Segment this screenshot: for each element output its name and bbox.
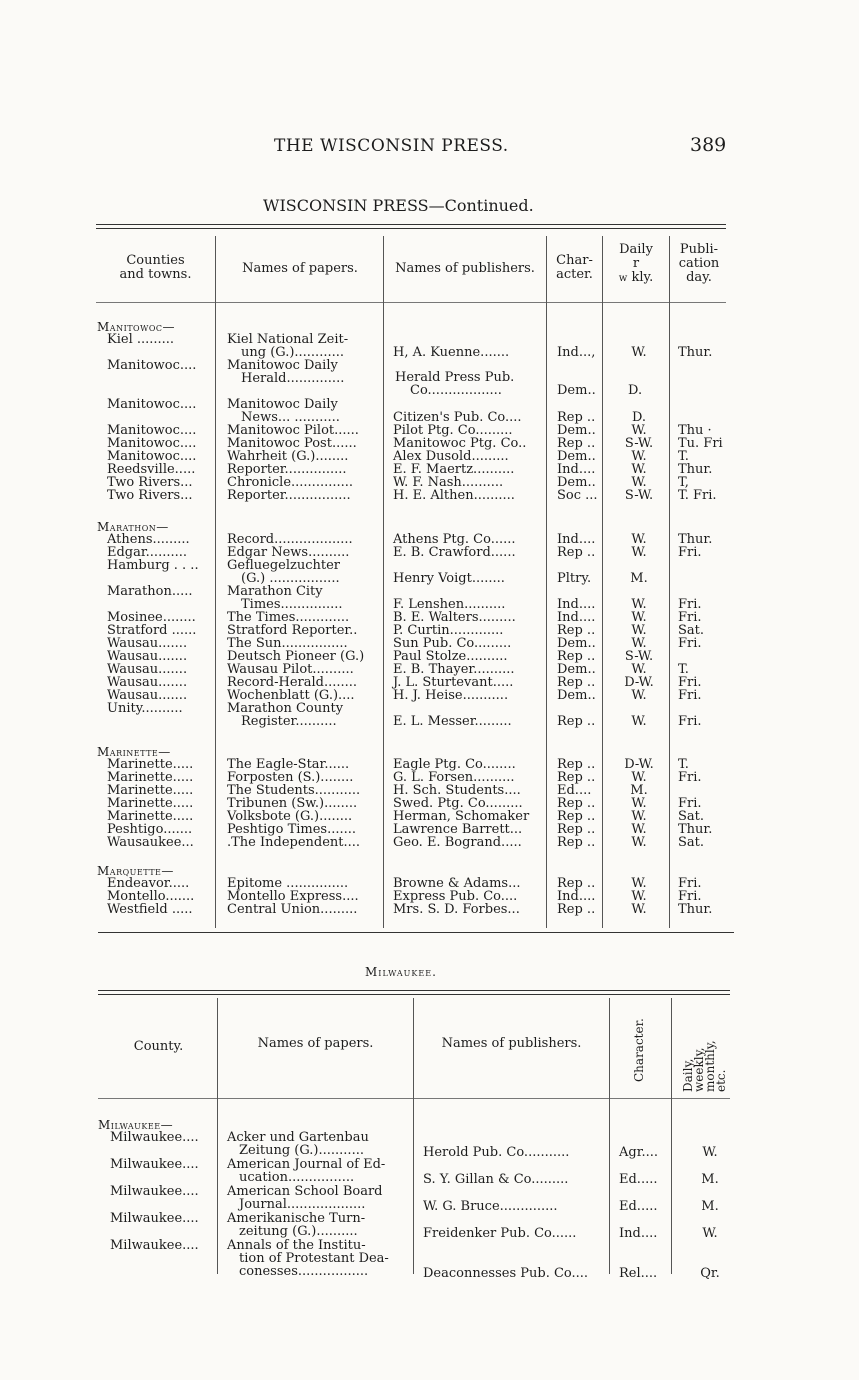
page-number: 389 <box>690 134 727 156</box>
publisher-name: Sun Pub. Co......... <box>393 636 512 651</box>
county-town: Wausau....... <box>107 675 188 690</box>
frequency: W. <box>631 462 647 477</box>
paper-name: Amerikanische Turn- <box>227 1211 366 1226</box>
county-section-heading: Manitowoc— <box>97 320 176 334</box>
table1-header-rule <box>96 302 726 303</box>
county-town: Endeavor..... <box>107 876 190 891</box>
county-town: Manitowoc.... <box>107 358 197 373</box>
frequency: W. <box>631 889 647 904</box>
paper-name: Zeitung (G.)........... <box>239 1143 364 1158</box>
frequency: D-W. <box>624 675 654 690</box>
frequency: M. <box>701 1172 719 1187</box>
character: Ind..., <box>557 345 596 360</box>
publication-day: Fri. <box>678 688 702 703</box>
character: Rep .. <box>557 436 596 451</box>
frequency: W. <box>702 1226 718 1241</box>
county-town: Marinette..... <box>107 783 194 798</box>
character: Rep .. <box>557 623 596 638</box>
table1-col-divider <box>602 236 603 928</box>
publisher-name: H. Sch. Students.... <box>393 783 521 798</box>
header-counties <box>98 254 213 282</box>
paper-name: Volksbote (G.)........ <box>227 809 353 824</box>
character: Soc ... <box>557 488 598 503</box>
paper-name: (G.) ................. <box>241 571 340 586</box>
header-daily-line3 <box>603 271 669 286</box>
county-town: Athens......... <box>107 532 190 547</box>
header-character-2: Character. <box>632 1018 646 1082</box>
publisher-name: Henry Voigt........ <box>393 571 505 586</box>
county-town: Unity.......... <box>107 701 183 716</box>
county-town: Hamburg . . .. <box>107 558 199 573</box>
publisher-name: H. E. Althen.......... <box>393 488 515 503</box>
publisher-name: G. L. Forsen.......... <box>393 770 515 785</box>
paper-name: Manitowoc Daily <box>227 397 338 412</box>
county-town: Marathon..... <box>107 584 193 599</box>
frequency: W. <box>631 597 647 612</box>
character: Dem.. <box>557 662 596 677</box>
publication-day: Fri. <box>678 796 702 811</box>
publication-day: Sat. <box>678 623 705 638</box>
county-town: Two Rivers... <box>107 488 193 503</box>
paper-name: Marathon City <box>227 584 323 599</box>
publisher-name: E. B. Thayer.......... <box>393 662 515 677</box>
publication-day: Fri. <box>678 597 702 612</box>
publisher-name: Co.................. <box>410 383 502 398</box>
character: Ind.... <box>557 462 596 477</box>
header-publishers-2: Names of publishers. <box>441 1036 582 1051</box>
publication-day: Thur. <box>678 902 713 917</box>
county-town: Wausau....... <box>107 688 188 703</box>
frequency: W. <box>631 610 647 625</box>
header-publishers: Names of publishers. <box>395 261 535 276</box>
publisher-name: Herald Press Pub. <box>395 370 515 385</box>
publication-day: T. <box>678 449 689 464</box>
character: Dem.. <box>557 475 596 490</box>
frequency: W. <box>631 835 647 850</box>
county-town: Montello....... <box>107 889 195 904</box>
table1-col-divider <box>669 236 670 928</box>
paper-name: American Journal of Ed- <box>227 1157 386 1172</box>
county-town: Wausaukee... <box>107 835 194 850</box>
publisher-name: Browne & Adams... <box>393 876 521 891</box>
paper-name: Wausau Pilot.......... <box>227 662 354 677</box>
paper-name: Deutsch Pioneer (G.) <box>227 649 365 664</box>
header-character <box>547 254 602 282</box>
publisher-name: Pilot Ptg. Co......... <box>393 423 513 438</box>
county-section-heading: Marathon— <box>97 520 169 534</box>
header-publication-line2: cation <box>678 256 720 271</box>
paper-name: Peshtigo Times....... <box>227 822 357 837</box>
frequency: D. <box>628 383 643 398</box>
paper-name: Annals of the Institu- <box>227 1238 366 1253</box>
publisher-name: E. L. Messer......... <box>393 714 512 729</box>
publication-day: Thu · <box>678 423 712 438</box>
header-frequency-line4: etc. <box>714 1069 728 1092</box>
county-town: Manitowoc.... <box>107 436 197 451</box>
publication-day: Fri. <box>678 675 702 690</box>
frequency: W. <box>631 545 647 560</box>
publisher-name: S. Y. Gillan & Co......... <box>423 1172 569 1187</box>
publisher-name: Geo. E. Bogrand..... <box>393 835 522 850</box>
publisher-name: Citizen's Pub. Co.... <box>393 410 522 425</box>
publication-day: Fri. <box>678 610 702 625</box>
publisher-name: Express Pub. Co.... <box>393 889 518 904</box>
paper-name: Record................... <box>227 532 353 547</box>
header-counties-line2: and towns. <box>119 267 192 282</box>
publisher-name: Deaconnesses Pub. Co.... <box>423 1266 589 1281</box>
publisher-name: Herman, Schomaker <box>393 809 530 824</box>
character: Rep .. <box>557 675 596 690</box>
character: Rep .. <box>557 835 596 850</box>
publication-day: Sat. <box>678 809 705 824</box>
publication-day: T. <box>678 757 689 772</box>
publisher-name: Lawrence Barrett... <box>393 822 523 837</box>
table1-top-rule <box>96 224 726 225</box>
frequency: W. <box>631 449 647 464</box>
table1-bottom-rule <box>98 932 734 933</box>
county-town: Stratford ...... <box>107 623 197 638</box>
table2-col-divider <box>609 998 610 1274</box>
county-town: Edgar.......... <box>107 545 187 560</box>
paper-name: Journal................... <box>239 1197 366 1212</box>
publisher-name: E. B. Crawford...... <box>393 545 516 560</box>
table2-header-rule <box>98 1098 730 1099</box>
header-daily-kly: kly. <box>631 270 654 285</box>
table1-top-rule-2 <box>96 228 726 229</box>
frequency: W. <box>631 662 647 677</box>
publisher-name: Alex Dusold......... <box>393 449 509 464</box>
paper-name: Gefluegelzuchter <box>227 558 340 573</box>
publication-day: T. Fri. <box>678 488 717 503</box>
header-publication <box>670 243 728 285</box>
character: Rep .. <box>557 770 596 785</box>
paper-name: Wahrheit (G.)........ <box>227 449 349 464</box>
character: Ed.... <box>557 783 592 798</box>
character: Dem.. <box>557 423 596 438</box>
publication-day: Fri. <box>678 636 702 651</box>
paper-name: Epitome ............... <box>227 876 349 891</box>
frequency: W. <box>631 876 647 891</box>
paper-name: Marathon County <box>227 701 344 716</box>
county-town: Two Rivers... <box>107 475 193 490</box>
paper-name: Manitowoc Post...... <box>227 436 357 451</box>
header-daily <box>603 243 669 286</box>
table1-col-divider <box>383 236 384 928</box>
publisher-name: W. G. Bruce.............. <box>423 1199 558 1214</box>
paper-name: Reporter................ <box>227 488 351 503</box>
paper-name: Times............... <box>241 597 343 612</box>
character: Ind.... <box>557 597 596 612</box>
publication-day: Thur. <box>678 462 713 477</box>
frequency: W. <box>631 423 647 438</box>
publisher-name: J. L. Sturtevant..... <box>393 675 514 690</box>
county-town: Wausau....... <box>107 662 188 677</box>
county-town: Peshtigo....... <box>107 822 193 837</box>
frequency: W. <box>631 796 647 811</box>
publisher-name: H. J. Heise........... <box>393 688 509 703</box>
publication-day: Tu. Fri <box>678 436 723 451</box>
publisher-name: B. E. Walters......... <box>393 610 516 625</box>
publisher-name: E. F. Maertz.......... <box>393 462 515 477</box>
county-town: Mosinee........ <box>107 610 196 625</box>
publisher-name: F. Lenshen.......... <box>393 597 506 612</box>
character: Dem.. <box>557 449 596 464</box>
county-town: Wausau....... <box>107 649 188 664</box>
frequency: W. <box>631 623 647 638</box>
header-publication-line1: Publi- <box>679 242 719 257</box>
character: Rep .. <box>557 822 596 837</box>
paper-name: Register.......... <box>241 714 337 729</box>
paper-name: American School Board <box>227 1184 383 1199</box>
frequency: D-W. <box>624 757 654 772</box>
header-character-line1: Char- <box>556 253 593 268</box>
county-section-heading: Milwaukee— <box>98 1118 174 1132</box>
paper-name: Record-Herald........ <box>227 675 358 690</box>
county-town: Milwaukee.... <box>110 1211 199 1226</box>
publication-day: Fri. <box>678 889 702 904</box>
paper-name: ung (G.)............ <box>241 345 344 360</box>
frequency: S-W. <box>624 488 654 503</box>
publication-day: Fri. <box>678 876 702 891</box>
header-daily-line1: Daily <box>619 242 653 257</box>
publisher-name: Athens Ptg. Co...... <box>393 532 516 547</box>
paper-name: Acker und Gartenbau <box>227 1130 369 1145</box>
table2-top-rule-2 <box>98 994 730 995</box>
frequency: W. <box>702 1145 718 1160</box>
character: Ind.... <box>557 532 596 547</box>
paper-name: Herald.............. <box>241 371 345 386</box>
header-county: County. <box>133 1039 184 1054</box>
publisher-name: Paul Stolze.......... <box>393 649 508 664</box>
paper-name: zeitung (G.).......... <box>239 1224 358 1239</box>
header-publication-line3: day. <box>686 270 712 285</box>
county-town: Westfield ..... <box>107 902 193 917</box>
paper-name: tion of Protestant Dea- <box>239 1251 389 1266</box>
character: Ed..... <box>619 1172 658 1187</box>
county-town: Milwaukee.... <box>110 1184 199 1199</box>
character: Rep .. <box>557 410 596 425</box>
character: Ind.... <box>557 610 596 625</box>
character: Rep .. <box>557 902 596 917</box>
running-title: THE WISCONSIN PRESS. <box>274 136 509 156</box>
table1-col-divider <box>546 236 547 928</box>
frequency: W. <box>631 636 647 651</box>
character: Ind.... <box>557 889 596 904</box>
header-frequency-line3: monthly, <box>703 1040 717 1092</box>
publisher-name: Herold Pub. Co........... <box>423 1145 570 1160</box>
paper-name: .The Independent.... <box>227 835 361 850</box>
paper-name: Stratford Reporter.. <box>227 623 358 638</box>
frequency: M. <box>630 571 648 586</box>
frequency: W. <box>631 345 647 360</box>
frequency: Qr. <box>700 1266 720 1281</box>
publisher-name: W. F. Nash.......... <box>393 475 504 490</box>
character: Rep .. <box>557 757 596 772</box>
county-town: Reedsville..... <box>107 462 196 477</box>
publication-day: T. <box>678 662 689 677</box>
county-town: Marinette..... <box>107 757 194 772</box>
frequency: W. <box>631 475 647 490</box>
county-section-heading: Marquette— <box>97 864 174 878</box>
paper-name: Reporter............... <box>227 462 347 477</box>
county-town: Marinette..... <box>107 809 194 824</box>
paper-name: Chronicle............... <box>227 475 354 490</box>
paper-name: Edgar News.......... <box>227 545 350 560</box>
county-town: Manitowoc.... <box>107 423 197 438</box>
frequency: S-W. <box>624 649 654 664</box>
paper-name: The Sun................ <box>227 636 348 651</box>
county-town: Kiel ......... <box>107 332 175 347</box>
character: Rep .. <box>557 876 596 891</box>
table2-col-divider <box>671 998 672 1274</box>
publication-day: Sat. <box>678 835 705 850</box>
paper-name: ucation................ <box>239 1170 355 1185</box>
header-counties-line1: Counties <box>126 253 185 268</box>
paper-name: Central Union......... <box>227 902 358 917</box>
frequency: W. <box>631 902 647 917</box>
character: Pltry. <box>557 571 592 586</box>
county-town: Milwaukee.... <box>110 1238 199 1253</box>
publisher-name: H, A. Kuenne....... <box>393 345 510 360</box>
county-town: Wausau....... <box>107 636 188 651</box>
county-town: Marinette..... <box>107 796 194 811</box>
header-frequency-line2: weekly, <box>692 1047 706 1092</box>
county-section-heading: Marinette— <box>97 745 171 759</box>
paper-name: conesses................. <box>239 1264 369 1279</box>
character: Rel.... <box>619 1266 658 1281</box>
county-town: Milwaukee.... <box>110 1130 199 1145</box>
frequency: W. <box>631 714 647 729</box>
character: Rep .. <box>557 796 596 811</box>
publication-day: Thur. <box>678 345 713 360</box>
paper-name: Forposten (S.)........ <box>227 770 354 785</box>
frequency: M. <box>701 1199 719 1214</box>
paper-name: Wochenblatt (G.).... <box>227 688 355 703</box>
publication-day: Fri. <box>678 714 702 729</box>
paper-name: The Eagle-Star...... <box>227 757 350 772</box>
paper-name: Montello Express.... <box>227 889 359 904</box>
character: Rep .. <box>557 649 596 664</box>
frequency: W. <box>631 809 647 824</box>
frequency: D. <box>631 410 647 425</box>
publication-day: Fri. <box>678 770 702 785</box>
character: Rep .. <box>557 545 596 560</box>
publication-day: Fri. <box>678 545 702 560</box>
character: Ed..... <box>619 1199 658 1214</box>
publisher-name: P. Curtin............. <box>393 623 504 638</box>
county-town: Manitowoc.... <box>107 397 197 412</box>
county-town: Marinette..... <box>107 770 194 785</box>
paper-name: Manitowoc Pilot...... <box>227 423 359 438</box>
paper-name: The Students........... <box>227 783 361 798</box>
publisher-name: Freidenker Pub. Co...... <box>423 1226 577 1241</box>
publication-day: Thur. <box>678 822 713 837</box>
character: Dem.. <box>557 688 596 703</box>
publisher-name: Mrs. S. D. Forbes... <box>393 902 520 917</box>
header-frequency-line1: Daily, <box>681 1058 695 1092</box>
frequency: W. <box>631 822 647 837</box>
header-papers: Names of papers. <box>242 261 358 276</box>
frequency: W. <box>631 770 647 785</box>
frequency: W. <box>631 688 647 703</box>
paper-name: Kiel National Zeit- <box>227 332 349 347</box>
paper-name: Manitowoc Daily <box>227 358 338 373</box>
paper-name: The Times............. <box>227 610 350 625</box>
table2-top-rule <box>98 990 730 991</box>
publisher-name: Manitowoc Ptg. Co.. <box>393 436 527 451</box>
milwaukee-title: Milwaukee. <box>365 965 437 979</box>
character: Dem.. <box>557 636 596 651</box>
table1-col-divider <box>215 236 216 928</box>
frequency: S-W. <box>624 436 654 451</box>
header-daily-w: w <box>618 273 628 284</box>
character: Agr.... <box>619 1145 659 1160</box>
publication-day: T, <box>678 475 689 490</box>
frequency: W. <box>631 532 647 547</box>
publication-day: Thur. <box>678 532 713 547</box>
paper-name: Tribunen (Sw.)........ <box>227 796 358 811</box>
header-character-line2: acter. <box>556 267 593 282</box>
paper-name: News... ........... <box>241 410 340 425</box>
county-town: Milwaukee.... <box>110 1157 199 1172</box>
publisher-name: Swed. Ptg. Co......... <box>393 796 523 811</box>
character: Ind.... <box>619 1226 658 1241</box>
character: Rep .. <box>557 714 596 729</box>
frequency: M. <box>630 783 648 798</box>
character: Rep .. <box>557 809 596 824</box>
header-papers-2: Names of papers. <box>257 1036 374 1051</box>
character: Dem.. <box>557 383 596 398</box>
header-daily-line2: r <box>632 256 640 271</box>
table-title: WISCONSIN PRESS—Continued. <box>263 196 534 215</box>
publisher-name: Eagle Ptg. Co........ <box>393 757 516 772</box>
county-town: Manitowoc.... <box>107 449 197 464</box>
